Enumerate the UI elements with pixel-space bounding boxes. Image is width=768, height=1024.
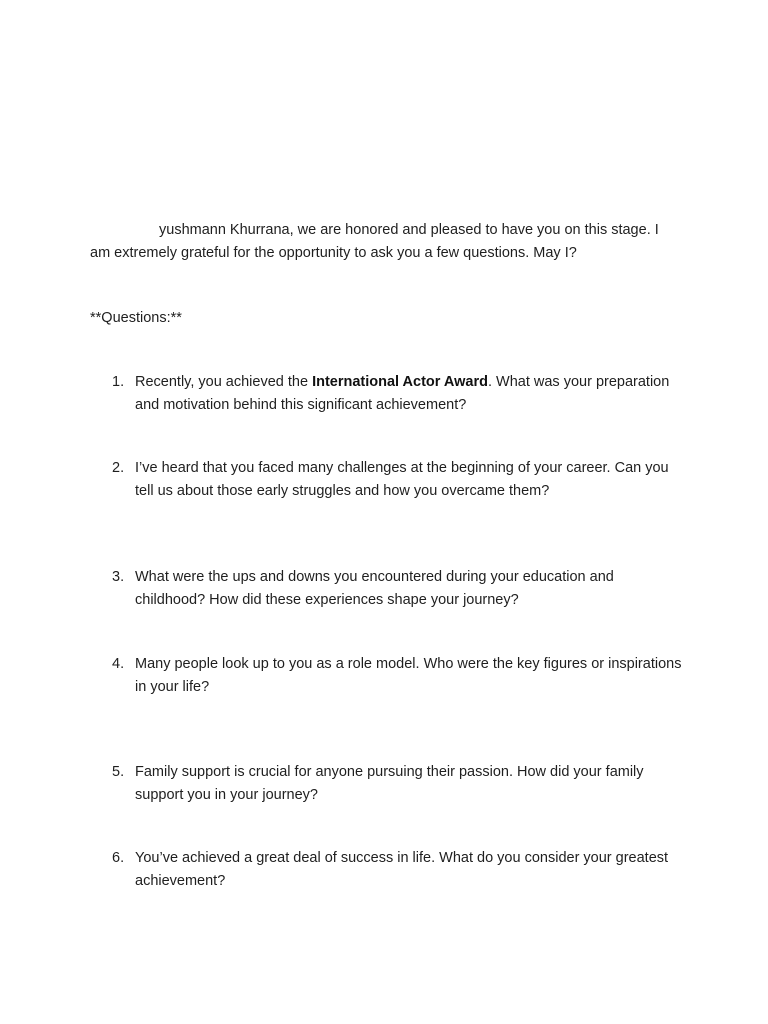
question-number: 3. [112, 569, 125, 585]
question-text: You’ve achieved a great deal of success in life. What do you consider your greatest achievement? [135, 850, 669, 889]
question-number: 4. [112, 656, 125, 672]
question-text: Family support is crucial for anyone pursuing their passion. How did your family support you in your journey? [135, 764, 644, 803]
award-name: International Actor Award [312, 374, 488, 390]
question-number: 5. [112, 764, 125, 780]
question-text: Recently, you achieved the International Actor Award. What was your preparation and motivation behind this significant achievement? [135, 374, 670, 413]
question-text: I’ve heard that you faced many challenges at the beginning of your career. Can you tell us about those early struggles and how you overcame them? [135, 460, 669, 499]
question-number: 1. [112, 374, 125, 390]
questions-heading: **Questions:** [90, 310, 182, 326]
question-item-2 [90, 457, 682, 502]
question-item-6 [90, 847, 682, 892]
question-item-1 [90, 371, 682, 416]
question-text: Many people look up to you as a role model. Who were the key figures or inspirations in your life? [135, 656, 682, 695]
intro-paragraph: yushmann Khurrana, we are honored and pleased to have you on this stage. I am extremely grateful for the opportunity to ask you a few questions. May I? [90, 222, 659, 261]
question-number: 6. [112, 850, 125, 866]
question-number: 2. [112, 460, 125, 476]
question-item-5 [90, 761, 682, 806]
question-text: What were the ups and downs you encountered during your education and childhood? How did these experiences shape your journey? [135, 569, 614, 608]
question-item-4 [90, 653, 682, 698]
question-item-3 [90, 566, 682, 611]
